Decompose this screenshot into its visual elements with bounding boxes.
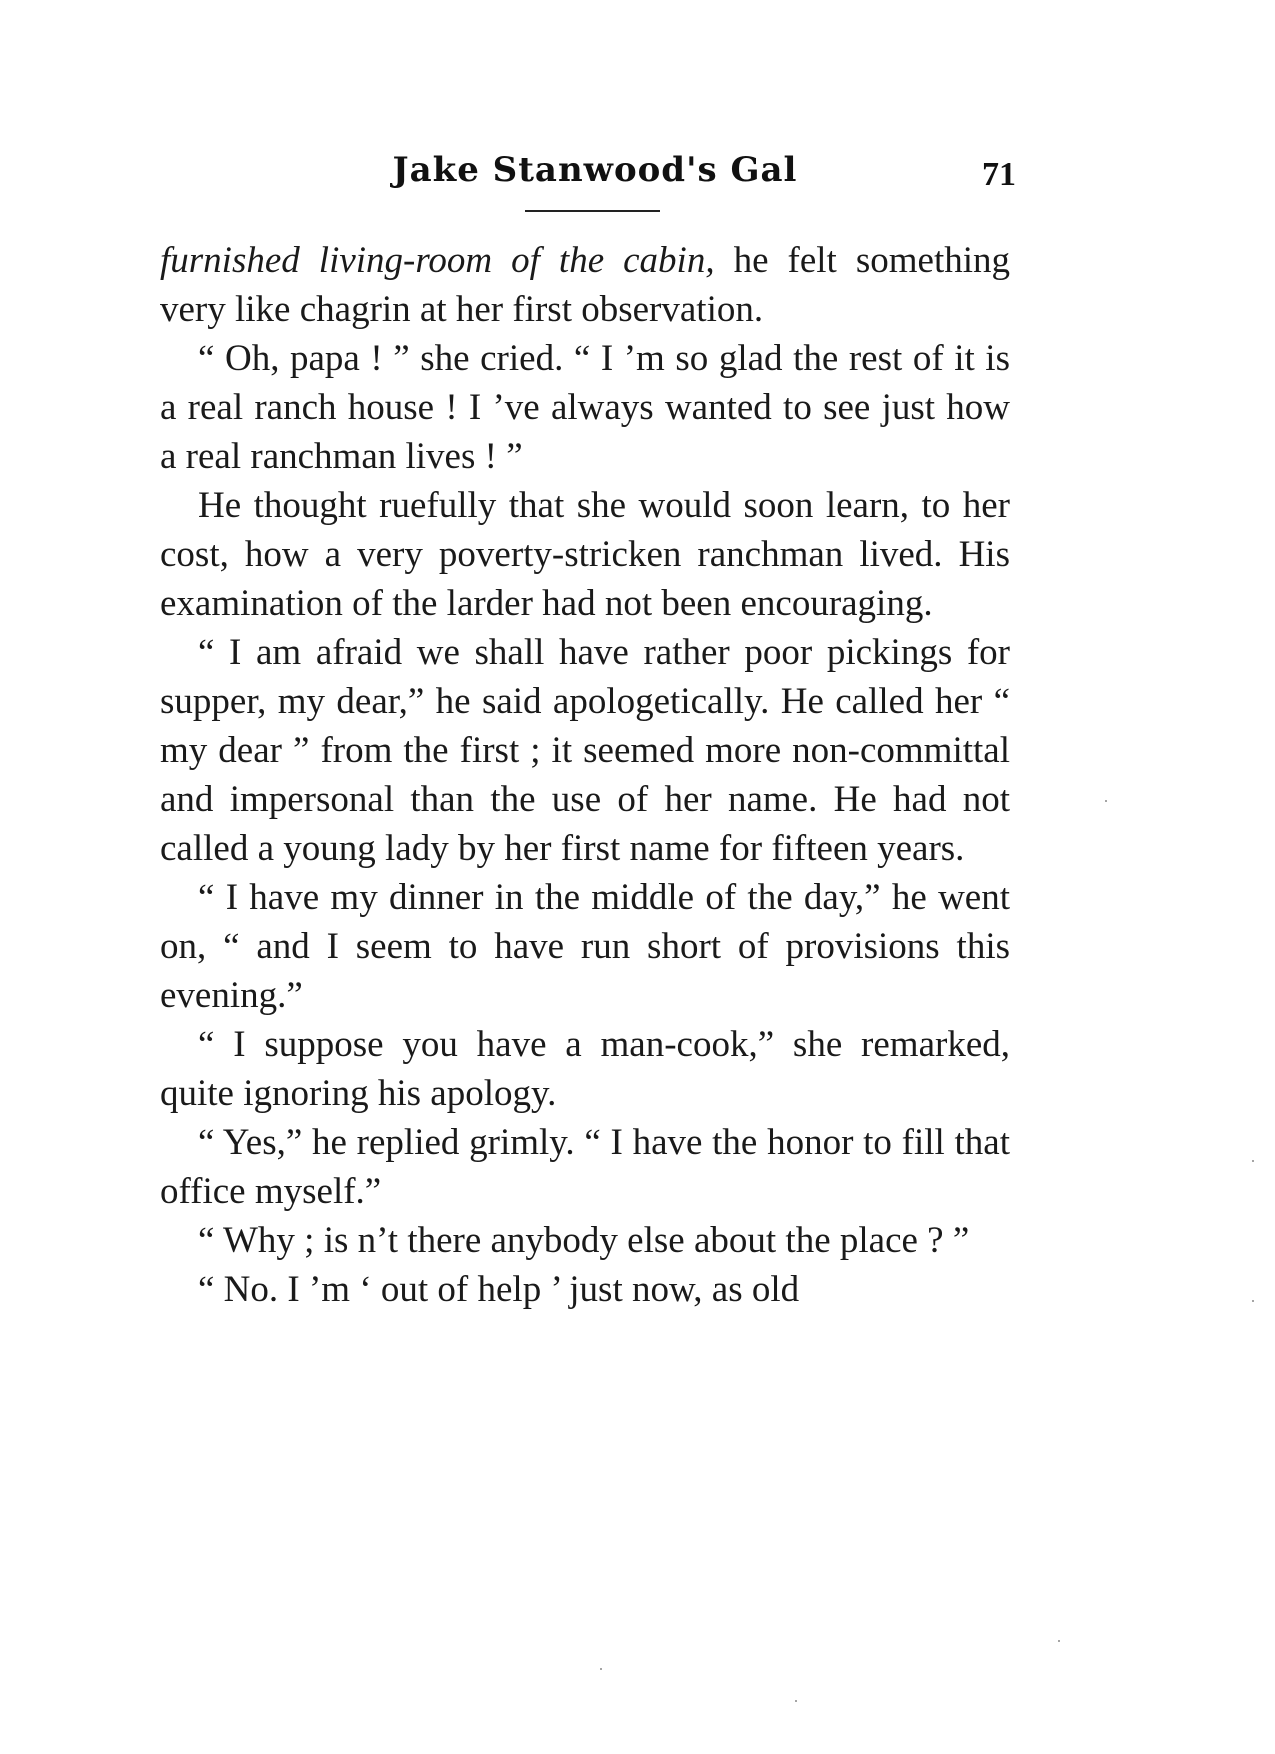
paragraph-7: “ Yes,” he replied grimly. “ I have the honor to fill that office myself.” <box>160 1122 1010 1212</box>
running-title: Jake Stanwood's Gal <box>392 150 798 190</box>
paragraph-2: “ Oh, papa ! ” she cried. “ I ’m so glad the rest of it is a real ranch house ! I ’ve always wanted to see just how a real ranchman lives ! ” <box>160 338 1010 477</box>
paragraph-4: “ I am afraid we shall have rather poor pickings for supper, my dear,” he said apologetically. He called her “ my dear ” from the first ; it seemed more non-committal and impersonal than the use of her name. He had not called a young lady by her first name for fifteen years. <box>160 632 1010 869</box>
paragraph-5: “ I have my dinner in the middle of the day,” he went on, “ and I seem to have run short of provisions this evening.” <box>160 877 1010 1016</box>
paragraph-1-rest: he felt something very like chagrin at her first observation. <box>160 240 1011 330</box>
paragraph-3: He thought ruefully that she would soon learn, to her cost, how a very poverty-stricken ranchman lived. His examination of the larder had not been encouraging. <box>160 485 1010 624</box>
paragraph-8: “ Why ; is n’t there anybody else about the place ? ” <box>198 1220 970 1261</box>
paragraph-1-italic-lead: furnished living-room of the cabin, <box>160 240 715 281</box>
paragraph-9: “ No. I ’m ‘ out of help ’ just now, as old <box>198 1269 800 1310</box>
paper-speck <box>1058 1640 1060 1642</box>
header-rule <box>525 210 660 212</box>
paragraph-1 <box>160 236 1010 334</box>
page-number: 71 <box>982 156 1016 193</box>
body-text <box>160 236 1010 1314</box>
paper-speck <box>795 1700 797 1702</box>
paper-speck <box>1252 1300 1254 1302</box>
paper-speck <box>1105 800 1107 802</box>
paper-speck <box>600 1668 602 1670</box>
paper-speck <box>1252 1160 1254 1162</box>
paragraph-6: “ I suppose you have a man-cook,” she remarked, quite ignoring his apology. <box>160 1024 1010 1114</box>
